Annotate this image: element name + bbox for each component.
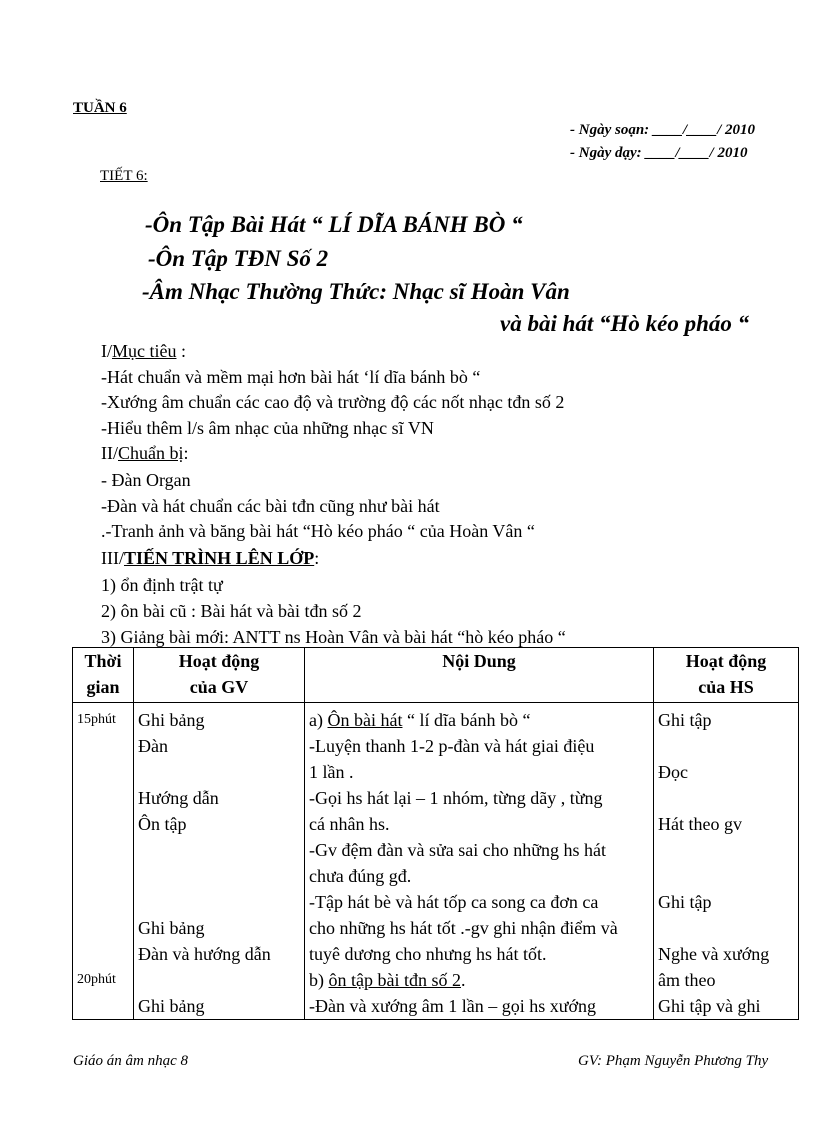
objectives-heading: I/Mục tiêu : <box>101 341 187 361</box>
procedure-item: 3) Giảng bài mới: ANTT ns Hoàn Vân và bài hát “hò kéo pháo “ <box>101 627 566 647</box>
procedure-heading: III/TIẾN TRÌNH LÊN LỚP: <box>101 548 320 568</box>
procedure-item: 2) ôn bài cũ : Bài hát và bài tđn số 2 <box>101 601 362 621</box>
title-song-name: và bài hát “Hò kéo pháo “ <box>500 311 750 336</box>
time-column: 15phút 20phút <box>73 703 134 1020</box>
title-music-knowledge: -Âm Nhạc Thường Thức: Nhạc sĩ Hoàn Vân <box>142 279 570 304</box>
table-row <box>73 703 799 1020</box>
footer-right: GV: Phạm Nguyễn Phương Thy <box>578 1053 769 1069</box>
objective-item: -Xướng âm chuẩn các cao độ và trường độ các nốt nhạc tđn số 2 <box>101 392 565 412</box>
objective-item: -Hát chuẩn và mềm mại hơn bài hát ‘lí dĩa bánh bò “ <box>101 367 481 387</box>
content-heading-b: b) ôn tập bài tđn số 2. <box>309 970 466 990</box>
header-students: Hoạt động của HS <box>654 648 799 703</box>
footer-left: Giáo án âm nhạc 8 <box>73 1053 188 1069</box>
content-column: a) Ôn bài hát “ lí dĩa bánh bò “ -Luyện thanh 1-2 p-đàn và hát giai điệu 1 lần . -Gọi hs hát lại – 1 nhóm, từng dãy , từng cá nhân hs. -Gv đệm đàn và sửa sai cho những hs hát chưa đúng gđ. -Tập hát bè và hát tốp ca song ca đơn ca cho những hs hát tốt .-gv ghi nhận điểm và tuyê dương cho nhưng hs hát tốt. b) ôn tập bài tđn số 2. -Đàn và xướng âm 1 lần – gọi hs xướng <box>305 703 654 1020</box>
date-prepared: - Ngày soạn: ____/____/ 2010 <box>570 122 755 138</box>
header-time: Thời gian <box>73 648 134 703</box>
week-label: TUẦN 6 <box>73 100 127 116</box>
table-header-row <box>73 648 799 703</box>
preparation-item: - Đàn Organ <box>101 470 191 490</box>
date-taught: - Ngày dạy: ____/____/ 2010 <box>570 145 748 161</box>
header-content: Nội Dung <box>305 648 654 703</box>
teacher-activity-column: Ghi bảng Đàn Hướng dẫn Ôn tập Ghi bảng Đàn và hướng dẫn Ghi bảng <box>134 703 305 1020</box>
title-review-tdn: -Ôn Tập TĐN Số 2 <box>148 246 329 271</box>
preparation-heading: II/Chuẩn bị: <box>101 443 189 463</box>
procedure-item: 1) ổn định trật tự <box>101 575 223 595</box>
preparation-item: -Đàn và hát chuẩn các bài tđn cũng như bài hát <box>101 496 440 516</box>
title-review-song: -Ôn Tập Bài Hát “ LÍ DĨA BÁNH BÒ “ <box>145 212 523 237</box>
lesson-plan-table <box>72 647 799 1020</box>
objective-item: -Hiểu thêm l/s âm nhạc của những nhạc sĩ VN <box>101 418 434 438</box>
period-label: TIẾT 6: <box>100 168 148 184</box>
preparation-item: .-Tranh ảnh và băng bài hát “Hò kéo pháo “ của Hoàn Vân “ <box>101 521 535 541</box>
student-activity-column: Ghi tập Đọc Hát theo gv Ghi tập Nghe và xướng âm theo Ghi tập và ghi <box>654 703 799 1020</box>
header-teacher: Hoạt động của GV <box>134 648 305 703</box>
content-heading-a: a) Ôn bài hát “ lí dĩa bánh bò “ <box>309 710 531 730</box>
